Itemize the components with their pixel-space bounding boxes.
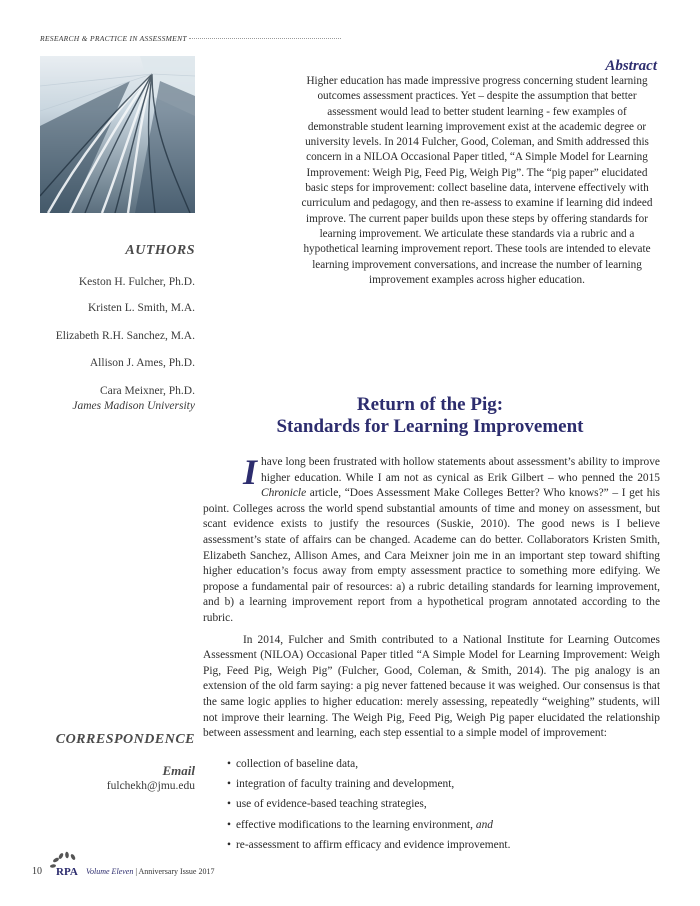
author-name: Allison J. Ames, Ph.D. bbox=[89, 357, 195, 369]
paragraph-2: In 2014, Fulcher and Smith contributed to a National Institute for Learning Outcomes Assessment (NILOA) Occasional Paper titled “A Simple Model for Learning Improvement: Weigh Pig, Feed Pig, Weigh Pig” (Fulcher, Good, Coleman, & Smith, 2014). The pig analogy is an extension of the old farm saying: a pig never fattened because it was weighed. Our consensus is that the same logic applies to higher education: merely assessing, repeatedly “weighing” students, will not improve their learning. The Weigh Pig, Feed Pig, Weigh Pig paper elucidated the relationship between assessment and learning, each step essential to a simple model of improvement: bbox=[203, 633, 660, 740]
drop-cap: I bbox=[243, 452, 258, 492]
footer-issue: Anniversary Issue 2017 bbox=[138, 867, 215, 876]
correspondence-heading: CORRESPONDENCE bbox=[55, 732, 195, 747]
authors-heading: AUTHORS bbox=[125, 243, 195, 258]
footer-divider: | bbox=[135, 867, 137, 876]
chronicle-italic: Chronicle bbox=[261, 487, 307, 500]
list-item: • collection of baseline data, bbox=[227, 754, 660, 774]
improvement-steps-list bbox=[227, 754, 660, 855]
list-item: • re-assessment to affirm efficacy and evidence improvement. bbox=[227, 835, 660, 855]
email-link[interactable]: fulchekh@jmu.edu bbox=[106, 780, 195, 792]
header-dotted-rule bbox=[189, 38, 341, 39]
list-item-and: and bbox=[475, 818, 493, 831]
paragraph-1-text-a: have long been frustrated with hollow statements about assessment’s ability to improve higher education. While I am not as cynical as Erik Gilbert – who penned the 2015 bbox=[261, 456, 660, 484]
hero-image-railway-tracks bbox=[40, 56, 195, 213]
paragraph-1 bbox=[203, 452, 660, 627]
email-label: Email bbox=[162, 763, 195, 778]
author-name: Cara Meixner, Ph.D. bbox=[99, 385, 195, 397]
abstract-heading: Abstract bbox=[605, 58, 657, 74]
list-item: • integration of faculty training and development, bbox=[227, 774, 660, 794]
list-item-text: effective modifications to the learning environment, bbox=[236, 818, 476, 831]
list-item: • use of evidence-based teaching strategies, bbox=[227, 794, 660, 814]
footer-volume: Volume Eleven bbox=[86, 867, 134, 876]
author-affiliation: James Madison University bbox=[72, 400, 195, 412]
article-title-line-2: Standards for Learning Improvement bbox=[276, 416, 584, 437]
author-name: Keston H. Fulcher, Ph.D. bbox=[78, 276, 195, 288]
article-title-line-1: Return of the Pig: bbox=[356, 394, 504, 415]
article-body bbox=[203, 452, 660, 855]
rpa-logo-text: RPA bbox=[56, 866, 78, 878]
rpa-logo bbox=[48, 851, 84, 881]
list-item bbox=[227, 815, 660, 835]
footer-issue-line bbox=[86, 867, 214, 876]
author-name: Elizabeth R.H. Sanchez, M.A. bbox=[55, 330, 195, 342]
paragraph-1-text-b: article, “Does Assessment Make Colleges Better? Who knows?” – I get his point. Colleges across the world spend substantial amounts of time and money on assessment, but scant evidence exists to justify the resources (Suskie, 2010). The good news is I believe assessment’s state of affairs can be changed. Academe can do better. Collaborators Kristen Smith, Elizabeth Sanchez, Allison Ames, and Cara Meixner join me in an important step toward shifting higher education’s focus away from empty assessment practice to something more edifying. We propose a fundamental pair of resources: a) a rubric detailing standards for learning improvement, and b) a learning improvement report from a hypothetical program annotated according to the rubric. bbox=[203, 487, 660, 624]
author-name: Kristen L. Smith, M.A. bbox=[87, 302, 195, 314]
journal-name: RESEARCH & PRACTICE IN ASSESSMENT bbox=[40, 34, 187, 43]
article-title bbox=[200, 394, 660, 438]
page-number: 10 bbox=[32, 866, 42, 877]
abstract-text: Higher education has made impressive progress concerning student learning outcomes assessment practices. Yet – despite the assumption that better assessment would lead to better student learning - few examples of demonstrable student learning improvement exist at the academic degree or university levels. In 2014 Fulcher, Good, Coleman, and Smith addressed this concern in a NILOA Occasional Paper titled, “A Simple Model for Learning Improvement: Weigh Pig, Feed Pig, Weigh Pig”. The “pig paper” elucidated basic steps for improvement: collect baseline data, intervene effectively with curriculum and pedagogy, and then re-assess to examine if learning did indeed improve. The current paper builds upon these steps by offering standards for learning improvement. We articulate these standards via a rubric and a hypothetical learning improvement report. These tools are intended to elevate learning improvement conversations, and increase the number of learning improvement examples across higher education. bbox=[301, 75, 653, 286]
header-separator: · bbox=[188, 34, 192, 43]
journal-header bbox=[40, 34, 191, 43]
